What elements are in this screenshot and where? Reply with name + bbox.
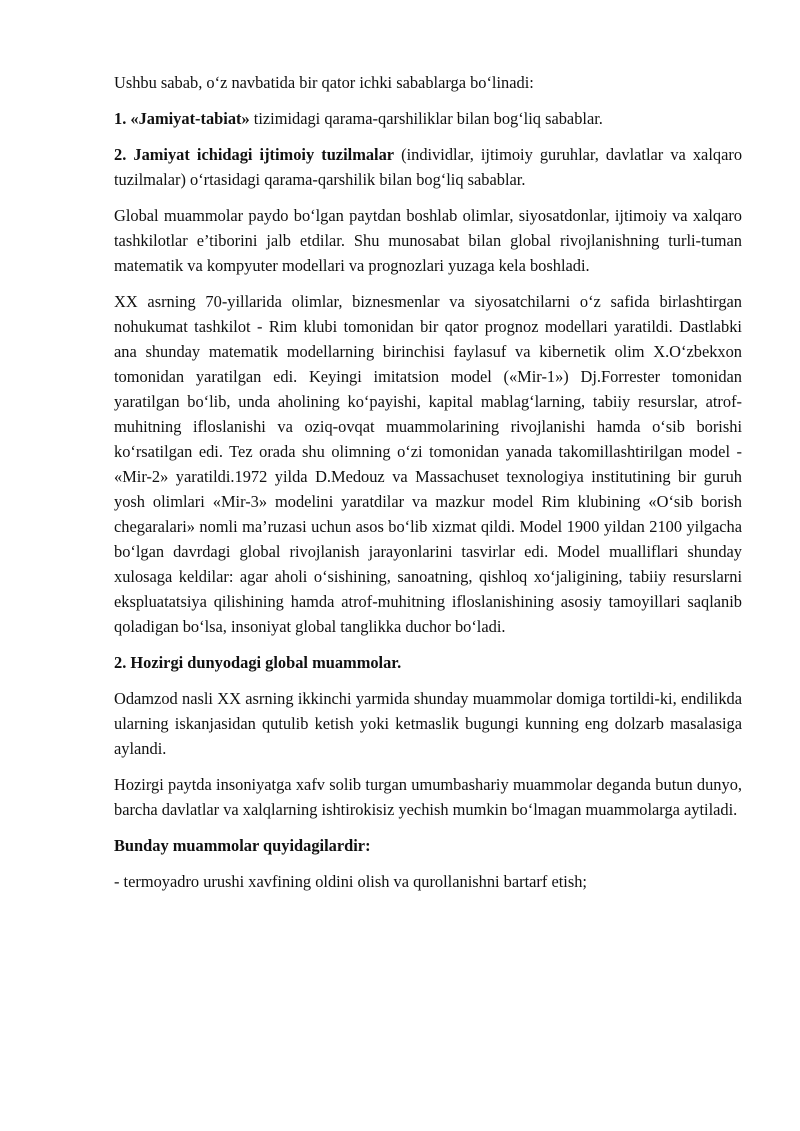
cause-2-title: 2. Jamiyat ichidagi ijtimoiy tuzilmalar xyxy=(114,145,395,164)
list-heading: Bunday muammolar quyidagilardir: xyxy=(114,836,371,855)
paragraph-global-problems: Global muammolar paydo bo‘lgan paytdan boshlab olimlar, siyosatdonlar, ijtimoiy va xalqaro tashkilotlar e’tiborini jalb etdilar. Shu munosabat bilan global rivojlanishning turli-tuman matematik va kompyuter modellari va prognozlari yuzaga kela boshladi. xyxy=(114,206,742,275)
document-page xyxy=(114,70,742,905)
cause-2-text: (individlar, ijtimoiy guruhlar, davlatlar va xalqaro tuzilmalar) o‘rtasidagi qarama-qarshilik bilan bog‘liq sabablar. xyxy=(114,145,743,189)
list-item: - termoyadro urushi xavfining oldini olish va qurollanishni bartarf etish; xyxy=(114,872,587,891)
paragraph-intro: Ushbu sabab, o‘z navbatida bir qator ichki sabablarga bo‘linadi: xyxy=(114,73,534,92)
section-heading: 2. Hozirgi dunyodagi global muammolar. xyxy=(114,653,402,672)
paragraph-definition: Hozirgi paytda insoniyatga xafv solib turgan umumbashariy muammolar deganda butun dunyo, barcha davlatlar va xalqlarning ishtirokisiz yechish mumkin bo‘lmagan muammolarga aytiladi. xyxy=(114,775,742,819)
cause-1-text: tizimidagi qarama-qarshiliklar bilan bog‘liq sabablar. xyxy=(249,109,603,128)
paragraph-rome-club: XX asrning 70-yillarida olimlar, biznesmenlar va siyosatchilarni o‘z safida birlashtirgan nohukumat tashkilot - Rim klubi tomonidan bir qator prognoz modellari yaratildi. Dastlabki ana shunday matematik modellarning birinchisi faylasuf va kibernetik olim X.O‘zbekxon tomonidan yaratilgan edi. Keyingi imitatsion model («Mir-1») Dj.Forrester tomonidan yaratilgan bo‘lib, unda aholining ko‘payishi, kapital mablag‘larning, tabiiy resurslar, atrof-muhitning ifloslanishi va oziq-ovqat muammolarining rivojlanishi hamda o‘sib borishi ko‘rsatilgan edi. Tez orada shu olimning o‘zi tomonidan yanada takomillashtirilgan model - «Mir-2» yaratildi.1972 yilda D.Medouz va Massachuset texnologiya institutining bir guruh yosh olimlari «Mir-3» modelini yaratdilar va mazkur model Rim klubining «O‘sib borish chegaralari» nomli ma’ruzasi uchun asos bo‘lib xizmat qildi. Model 1900 yildan 2100 yilgacha bo‘lgan davrdagi global rivojlanish jarayonlarini tasvirlar edi. Model mualliflari shunday xulosaga keldilar: agar aholi o‘sishining, sanoatning, qishloq xo‘jaligining, tabiiy resurslarni ekspluatatsiya qilishining hamda atrof-muhitning ifloslanishining asosiy tamoyillari saqlanib qoladigan bo‘lsa, insoniyat global tanglikka duchor bo‘ladi. xyxy=(114,292,742,636)
cause-1-title: 1. «Jamiyat-tabiat» xyxy=(114,109,250,128)
paragraph-cause-1 xyxy=(114,106,742,131)
paragraph-humanity: Odamzod nasli XX asrning ikkinchi yarmida shunday muammolar domiga tortildi-ki, endilikda ularning iskanjasidan qutulib ketish yoki ketmaslik bugungi kunning eng dolzarb masalasiga aylandi. xyxy=(114,689,742,758)
paragraph-cause-2 xyxy=(114,142,742,192)
